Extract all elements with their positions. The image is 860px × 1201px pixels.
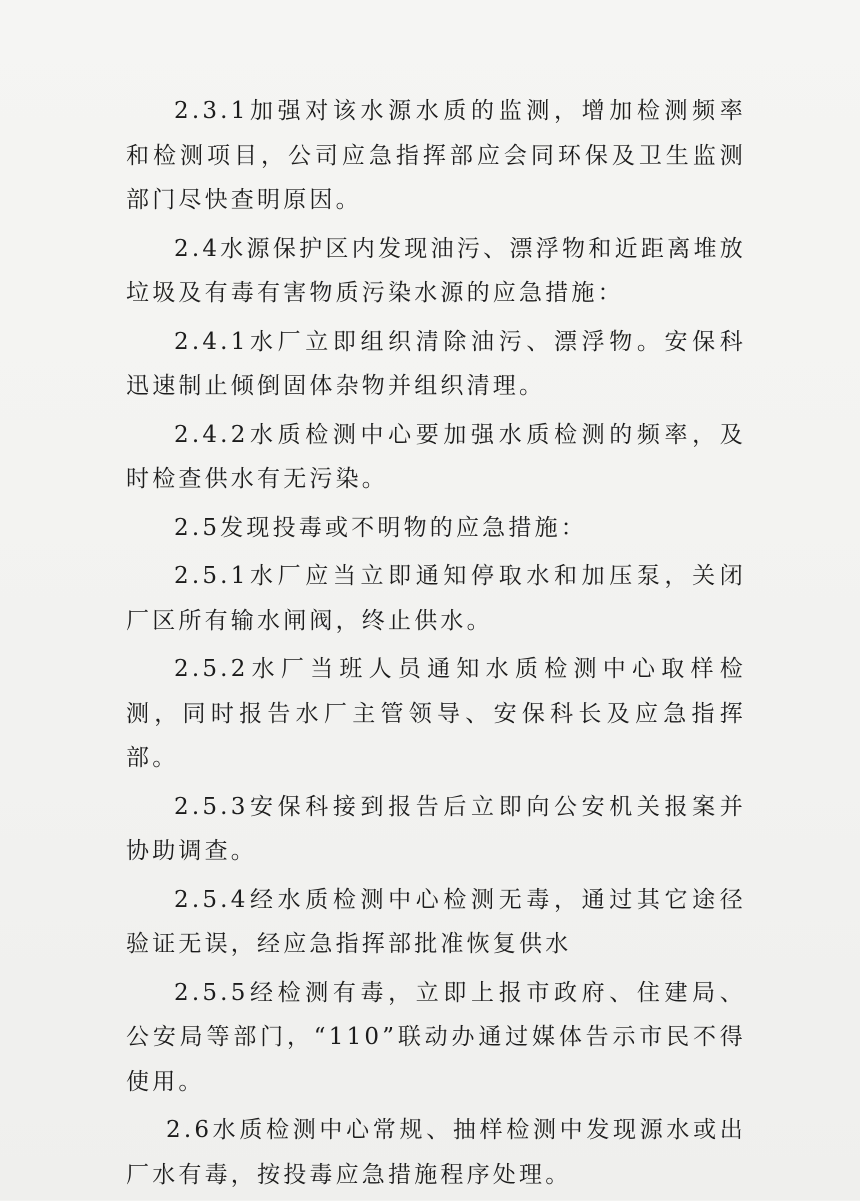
paragraph-2-3-1: 2.3.1加强对该水源水质的监测，增加检测频率和检测项目，公司应急指挥部应会同环保及卫生监测部门尽快查明原因。 (126, 98, 746, 213)
paragraph-2-5-4: 2.5.4经水质检测中心检测无毒，通过其它途径验证无误，经应急指挥部批准恢复供水 (126, 886, 746, 957)
paragraph-2-5-1: 2.5.1水厂应当立即通知停取水和加压泵，关闭厂区所有输水闸阀，终止供水。 (126, 563, 746, 634)
paragraph-2-5-5: 2.5.5经检测有毒，立即上报市政府、住建局、公安局等部门，“110”联动办通过媒体告示市民不得使用。 (126, 979, 746, 1095)
paragraph-2-4-1: 2.4.1水厂立即组织清除油污、漂浮物。安保科迅速制止倾倒固体杂物并组织清理。 (126, 328, 746, 399)
document-body (126, 89, 746, 1201)
paragraph-2-6: 2.6水质检测中心常规、抽样检测中发现源水或出厂水有毒，按投毒应急措施程序处理。 (126, 1117, 746, 1188)
paragraph-2-5-2: 2.5.2水厂当班人员通知水质检测中心取样检测，同时报告水厂主管领导、安保科长及应急指挥部。 (126, 656, 746, 771)
paragraph-2-4: 2.4水源保护区内发现油污、漂浮物和近距离堆放垃圾及有毒有害物质污染水源的应急措施： (126, 235, 746, 306)
paragraph-2-4-2: 2.4.2水质检测中心要加强水质检测的频率，及时检查供水有无污染。 (126, 421, 746, 492)
paragraph-2-5-3: 2.5.3安保科接到报告后立即向公安机关报案并协助调查。 (126, 793, 746, 864)
paragraph-2-5: 2.5发现投毒或不明物的应急措施： (174, 514, 587, 541)
